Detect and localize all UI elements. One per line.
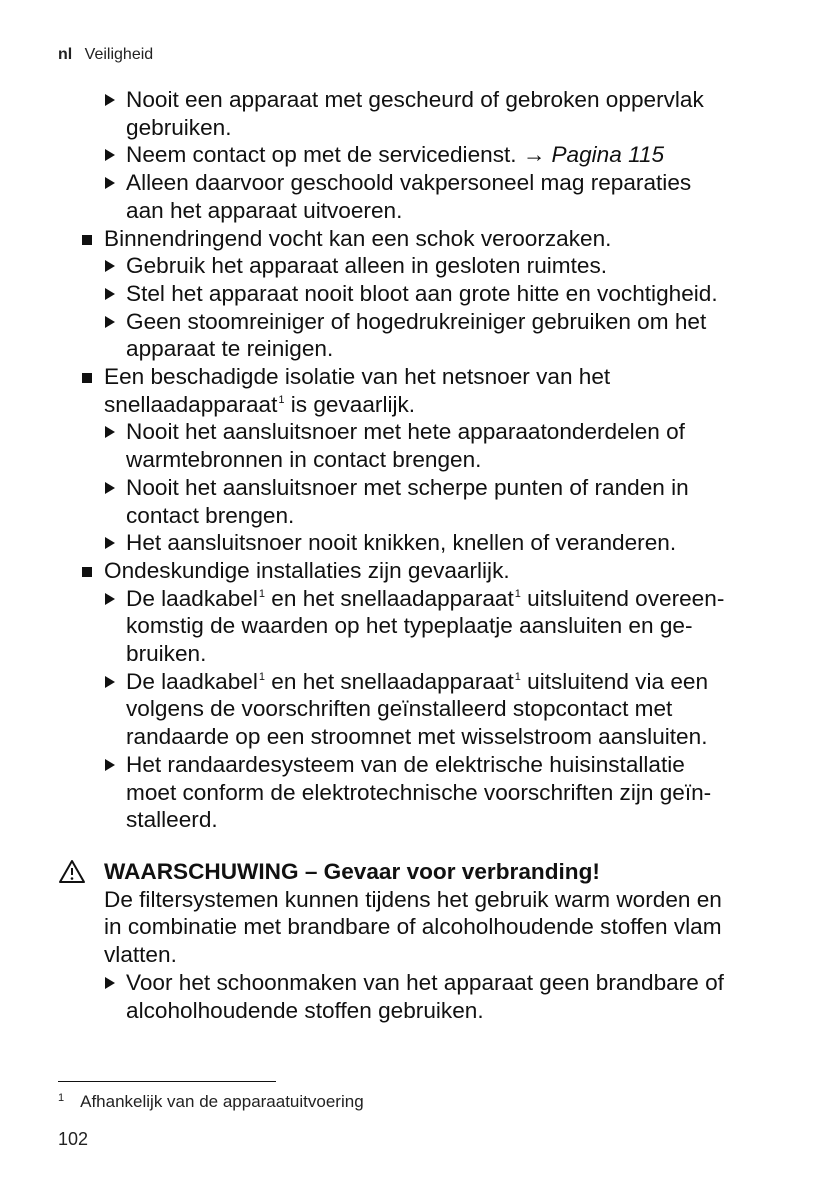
footnote-text: Afhankelijk van de apparaatuitvoering xyxy=(80,1092,364,1111)
warning-triangle-icon xyxy=(58,858,86,884)
section-title: Veiligheid xyxy=(84,46,154,63)
line-text: en het snellaadapparaat xyxy=(265,585,514,611)
footnote-ref: 1 xyxy=(514,670,521,683)
instruction-line xyxy=(58,612,798,640)
line-text: stalleerd. xyxy=(126,807,218,833)
line-text: De laadkabel xyxy=(126,668,258,694)
line-text: randaarde op een stroomnet met wisselstroom aansluiten. xyxy=(126,724,708,750)
hazard-line xyxy=(58,363,798,391)
hazard-line xyxy=(58,391,798,419)
square-bullet-icon xyxy=(82,567,92,577)
line-text: Ondeskundige installaties zijn gevaarlijk. xyxy=(104,557,510,583)
arrow-bullet-icon xyxy=(105,676,115,688)
line-text: Alleen daarvoor geschoold vakpersoneel mag reparaties xyxy=(126,170,692,196)
instruction-line xyxy=(58,723,798,751)
line-text: Het randaardesysteem van de elektrische huisinstallatie xyxy=(126,751,685,777)
instruction-line xyxy=(58,114,798,142)
instruction-line xyxy=(58,141,798,169)
line-text: Geen stoomreiniger of hogedrukreiniger gebruiken om het xyxy=(126,308,707,334)
page-reference-link[interactable]: Pagina 115 xyxy=(551,142,665,168)
arrow-bullet-icon xyxy=(105,537,115,549)
instruction-line xyxy=(58,446,798,474)
footnote-ref: 1 xyxy=(278,393,285,406)
arrow-bullet-icon xyxy=(105,177,115,189)
line-text: gebruiken. xyxy=(126,114,232,140)
arrow-bullet-icon xyxy=(105,316,115,328)
arrow-bullet-icon xyxy=(105,94,115,106)
line-text: Stel het apparaat nooit bloot aan grote hitte en vochtigheid. xyxy=(126,280,718,306)
line-text: Nooit het aansluitsnoer met hete apparaatonderdelen of xyxy=(126,419,685,445)
line-text: Nooit een apparaat met gescheurd of gebroken oppervlak xyxy=(126,87,704,112)
warning-title: WAARSCHUWING – Gevaar voor verbranding! xyxy=(104,858,600,884)
instruction-line xyxy=(58,751,798,779)
safety-content xyxy=(58,86,798,1024)
instruction-line xyxy=(58,308,798,336)
warning-heading xyxy=(58,858,798,886)
hazard-line xyxy=(58,225,798,253)
footnote-ref: 1 xyxy=(258,587,266,600)
footnote-divider xyxy=(58,1081,276,1082)
instruction-line xyxy=(58,806,798,834)
page-number: 102 xyxy=(58,1129,89,1149)
instruction-line xyxy=(58,197,798,225)
instruction-line xyxy=(58,502,798,530)
instruction-line xyxy=(58,668,798,696)
arrow-bullet-icon xyxy=(105,288,115,300)
footnote-ref: 1 xyxy=(514,587,521,600)
line-text: is gevaarlijk. xyxy=(284,391,416,417)
hazard-line xyxy=(58,557,798,585)
instruction-line xyxy=(58,280,798,308)
language-code: nl xyxy=(58,46,73,63)
arrow-bullet-icon xyxy=(105,260,115,272)
instruction-list xyxy=(58,86,798,834)
instruction-line xyxy=(58,169,798,197)
cross-reference-arrow-icon: → xyxy=(522,142,546,168)
instruction-line xyxy=(58,779,798,807)
line-text: De laadkabel xyxy=(126,585,258,611)
warning-body-line: De filtersystemen kunnen tijdens het gebruik warm worden en xyxy=(104,886,722,912)
line-text: Nooit het aansluitsnoer met scherpe punten of randen in xyxy=(126,474,689,500)
instruction-line xyxy=(58,335,798,363)
arrow-bullet-icon xyxy=(105,593,115,605)
line-text: en het snellaadapparaat xyxy=(265,668,514,694)
instruction-line xyxy=(58,695,798,723)
warning-action-line: Voor het schoonmaken van het apparaat geen brandbare of xyxy=(58,969,798,997)
arrow-bullet-icon xyxy=(105,149,115,161)
line-text: uitsluitend overeen- xyxy=(520,585,725,611)
instruction-line xyxy=(58,640,798,668)
line-text: contact brengen. xyxy=(126,502,295,528)
line-text: moet conform de elektrotechnische voorschriften zijn geïn- xyxy=(126,779,712,805)
footnote-ref: 1 xyxy=(258,670,266,683)
arrow-bullet-icon xyxy=(105,482,115,494)
instruction-line xyxy=(58,418,798,446)
square-bullet-icon xyxy=(82,373,92,383)
instruction-line xyxy=(58,86,798,114)
line-text: Binnendringend vocht kan een schok veroorzaken. xyxy=(104,225,612,251)
line-text: snellaadapparaat xyxy=(104,391,278,417)
square-bullet-icon xyxy=(82,235,92,245)
line-text: aan het apparaat uitvoeren. xyxy=(126,197,403,223)
line-text: Een beschadigde isolatie van het netsnoer van het xyxy=(104,364,611,390)
line-text: komstig de waarden op het typeplaatje aansluiten en ge- xyxy=(126,613,693,639)
warning-body-line: in combinatie met brandbare of alcoholhoudende stoffen vlam xyxy=(104,914,722,940)
instruction-line xyxy=(58,585,798,613)
line-text: Gebruik het apparaat alleen in gesloten ruimtes. xyxy=(126,253,608,279)
footnote xyxy=(58,1092,364,1112)
line-text: apparaat te reinigen. xyxy=(126,336,334,362)
line-text: volgens de voorschriften geïnstalleerd stopcontact met xyxy=(126,696,673,722)
line-text: Het aansluitsnoer nooit knikken, knellen of veranderen. xyxy=(126,530,677,556)
line-text: warmtebronnen in contact brengen. xyxy=(126,447,482,473)
instruction-line xyxy=(58,474,798,502)
instruction-line xyxy=(58,529,798,557)
footnote-number: 1 xyxy=(58,1092,65,1104)
instruction-line xyxy=(58,252,798,280)
warning-action-line: alcoholhoudende stoffen gebruiken. xyxy=(126,997,484,1023)
line-text: uitsluitend via een xyxy=(520,668,709,694)
arrow-bullet-icon xyxy=(105,426,115,438)
page-header xyxy=(58,46,153,64)
line-text: bruiken. xyxy=(126,641,207,667)
line-text: Neem contact op met de servicedienst. xyxy=(126,142,523,168)
arrow-bullet-icon xyxy=(105,759,115,771)
warning-body-line: vlatten. xyxy=(104,942,177,968)
arrow-bullet-icon xyxy=(105,977,115,989)
